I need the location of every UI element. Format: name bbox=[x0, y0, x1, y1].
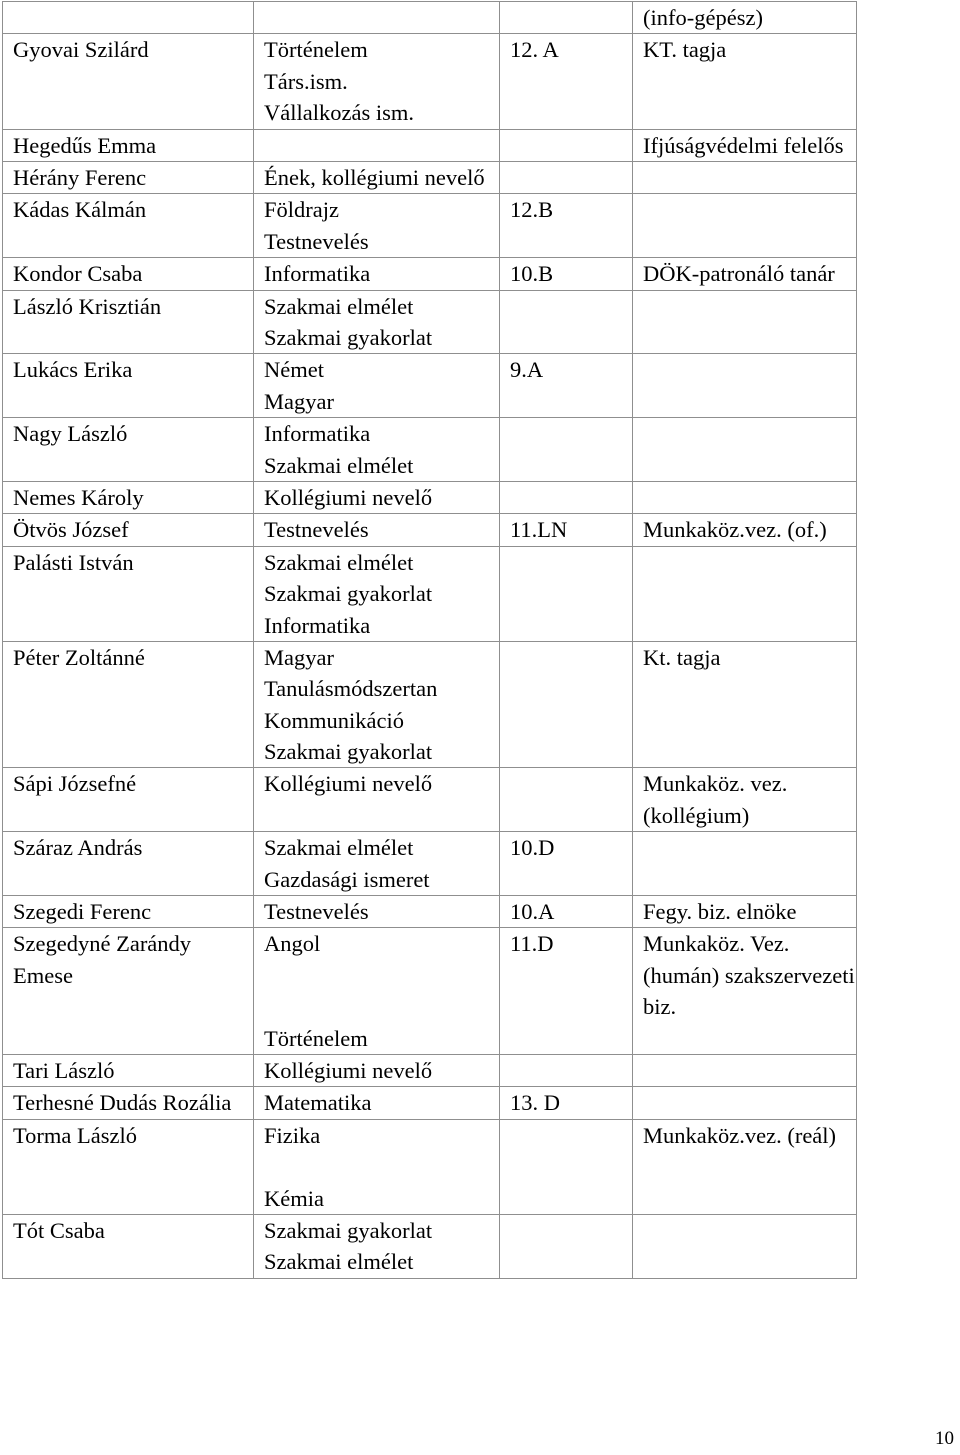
class-cell bbox=[500, 768, 633, 832]
class-cell bbox=[500, 2, 633, 34]
class-cell: 9.A bbox=[500, 354, 633, 418]
class-cell: 12.B bbox=[500, 194, 633, 258]
teacher-name: Sápi Józsefné bbox=[3, 768, 254, 832]
teacher-name: Nemes Károly bbox=[3, 481, 254, 513]
table-row bbox=[3, 514, 857, 546]
teacher-name: László Krisztián bbox=[3, 290, 254, 354]
teacher-subjects bbox=[254, 258, 500, 290]
teacher-name: Torma László bbox=[3, 1119, 254, 1214]
subject-line: Kémia bbox=[264, 1185, 324, 1211]
subject-line: Szakmai elmélet bbox=[264, 549, 414, 575]
table-row bbox=[3, 161, 857, 193]
class-cell: 10.B bbox=[500, 258, 633, 290]
teacher-subjects bbox=[254, 1119, 500, 1214]
subject-line: Szakmai gyakorlat bbox=[264, 1218, 433, 1244]
role-cell bbox=[633, 194, 857, 258]
role-cell bbox=[633, 832, 857, 896]
teacher-subjects bbox=[254, 2, 500, 34]
teacher-name: Száraz András bbox=[3, 832, 254, 896]
table-row bbox=[3, 258, 857, 290]
teacher-name: Hegedűs Emma bbox=[3, 129, 254, 161]
subject-line: Történelem bbox=[264, 37, 368, 63]
subject-line: Ének, kollégiumi nevelő bbox=[264, 164, 485, 190]
teacher-subjects bbox=[254, 546, 500, 641]
table-row bbox=[3, 2, 857, 34]
class-cell: 13. D bbox=[500, 1087, 633, 1119]
class-cell bbox=[500, 1215, 633, 1279]
subject-line bbox=[264, 991, 499, 1022]
role-cell bbox=[633, 1055, 857, 1087]
teacher-name bbox=[3, 2, 254, 34]
teacher-name: Gyovai Szilárd bbox=[3, 34, 254, 129]
role-cell bbox=[633, 290, 857, 354]
role-cell bbox=[633, 481, 857, 513]
table-row bbox=[3, 1215, 857, 1279]
teacher-name: Péter Zoltánné bbox=[3, 641, 254, 768]
subject-line bbox=[264, 130, 499, 161]
subject-line: Informatika bbox=[264, 261, 371, 287]
teacher-subjects bbox=[254, 34, 500, 129]
subject-line: Fizika bbox=[264, 1122, 321, 1148]
subject-line: Társ.ism. bbox=[264, 68, 348, 94]
class-cell: 11.D bbox=[500, 928, 633, 1055]
teacher-subjects bbox=[254, 161, 500, 193]
subject-line: Szakmai elmélet bbox=[264, 835, 414, 861]
teacher-name: Tari László bbox=[3, 1055, 254, 1087]
teacher-subjects bbox=[254, 1215, 500, 1279]
subject-line: Történelem bbox=[264, 1025, 368, 1051]
subject-line: Vállalkozás ism. bbox=[264, 100, 414, 126]
role-cell: Fegy. biz. elnöke bbox=[633, 896, 857, 928]
teacher-subjects bbox=[254, 194, 500, 258]
class-cell bbox=[500, 418, 633, 482]
teacher-subjects bbox=[254, 832, 500, 896]
class-cell bbox=[500, 129, 633, 161]
role-cell bbox=[633, 546, 857, 641]
table-row bbox=[3, 1119, 857, 1214]
class-cell bbox=[500, 481, 633, 513]
role-cell bbox=[633, 354, 857, 418]
subject-line: Gazdasági ismeret bbox=[264, 866, 430, 892]
teacher-subjects bbox=[254, 354, 500, 418]
subject-line: Testnevelés bbox=[264, 228, 369, 254]
subject-line: Tanulásmódszertan bbox=[264, 676, 438, 702]
subject-line: Angol bbox=[264, 931, 321, 957]
subject-line: Szakmai elmélet bbox=[264, 452, 414, 478]
teacher-name: Tót Csaba bbox=[3, 1215, 254, 1279]
class-cell: 11.LN bbox=[500, 514, 633, 546]
subject-line bbox=[264, 1151, 499, 1182]
subject-line: Német bbox=[264, 357, 324, 383]
staff-table-body bbox=[3, 2, 857, 1279]
subject-line: Szakmai elmélet bbox=[264, 293, 414, 319]
table-row bbox=[3, 768, 857, 832]
teacher-name: Lukács Erika bbox=[3, 354, 254, 418]
teacher-subjects bbox=[254, 928, 500, 1055]
subject-line bbox=[264, 960, 499, 991]
subject-line: Szakmai elmélet bbox=[264, 1249, 414, 1275]
class-cell: 12. A bbox=[500, 34, 633, 129]
table-row bbox=[3, 1087, 857, 1119]
staff-table bbox=[2, 1, 857, 1279]
class-cell bbox=[500, 290, 633, 354]
teacher-subjects bbox=[254, 1055, 500, 1087]
subject-line: Magyar bbox=[264, 644, 334, 670]
class-cell bbox=[500, 641, 633, 768]
teacher-name: Kádas Kálmán bbox=[3, 194, 254, 258]
subject-line: Informatika bbox=[264, 612, 371, 638]
teacher-subjects bbox=[254, 418, 500, 482]
teacher-subjects bbox=[254, 896, 500, 928]
teacher-name: Ötvös József bbox=[3, 514, 254, 546]
class-cell bbox=[500, 1055, 633, 1087]
teacher-name: Szegedi Ferenc bbox=[3, 896, 254, 928]
teacher-name: Nagy László bbox=[3, 418, 254, 482]
class-cell: 10.A bbox=[500, 896, 633, 928]
table-row bbox=[3, 832, 857, 896]
role-cell: Munkaköz. Vez. (humán) szakszervezeti biz. bbox=[633, 928, 857, 1055]
subject-line: Informatika bbox=[264, 421, 371, 447]
class-cell bbox=[500, 161, 633, 193]
teacher-subjects bbox=[254, 1087, 500, 1119]
teacher-name: Hérány Ferenc bbox=[3, 161, 254, 193]
subject-line: Magyar bbox=[264, 388, 334, 414]
role-cell bbox=[633, 161, 857, 193]
role-cell: KT. tagja bbox=[633, 34, 857, 129]
table-row bbox=[3, 129, 857, 161]
role-cell bbox=[633, 1087, 857, 1119]
table-row bbox=[3, 546, 857, 641]
teacher-subjects bbox=[254, 129, 500, 161]
class-cell: 10.D bbox=[500, 832, 633, 896]
role-cell bbox=[633, 418, 857, 482]
table-row bbox=[3, 418, 857, 482]
teacher-subjects bbox=[254, 514, 500, 546]
subject-line: Testnevelés bbox=[264, 899, 369, 925]
subject-line: Testnevelés bbox=[264, 517, 369, 543]
teacher-name: Szegedyné Zarándy Emese bbox=[3, 928, 254, 1055]
teacher-name: Terhesné Dudás Rozália bbox=[3, 1087, 254, 1119]
role-cell bbox=[633, 1215, 857, 1279]
subject-line bbox=[264, 2, 499, 33]
table-row bbox=[3, 1055, 857, 1087]
table-row bbox=[3, 928, 857, 1055]
role-cell: Kt. tagja bbox=[633, 641, 857, 768]
subject-line: Kollégiumi nevelő bbox=[264, 1058, 433, 1084]
teacher-subjects bbox=[254, 290, 500, 354]
teacher-subjects bbox=[254, 768, 500, 832]
subject-line: Kommunikáció bbox=[264, 707, 404, 733]
subject-line: Kollégiumi nevelő bbox=[264, 771, 433, 797]
class-cell bbox=[500, 1119, 633, 1214]
table-row bbox=[3, 194, 857, 258]
table-row bbox=[3, 354, 857, 418]
teacher-name: Kondor Csaba bbox=[3, 258, 254, 290]
subject-line: Szakmai gyakorlat bbox=[264, 739, 433, 765]
role-cell: Ifjúságvédelmi felelős bbox=[633, 129, 857, 161]
table-row bbox=[3, 290, 857, 354]
subject-line: Szakmai gyakorlat bbox=[264, 324, 433, 350]
page-number: 10 bbox=[935, 1428, 954, 1449]
teacher-name: Palásti István bbox=[3, 546, 254, 641]
role-cell: (info-gépész) bbox=[633, 2, 857, 34]
teacher-subjects bbox=[254, 481, 500, 513]
role-cell: Munkaköz.vez. (reál) bbox=[633, 1119, 857, 1214]
class-cell bbox=[500, 546, 633, 641]
teacher-subjects bbox=[254, 641, 500, 768]
subject-line: Kollégiumi nevelő bbox=[264, 484, 433, 510]
subject-line: Matematika bbox=[264, 1090, 372, 1116]
role-cell: DÖK-patronáló tanár bbox=[633, 258, 857, 290]
subject-line: Szakmai gyakorlat bbox=[264, 581, 433, 607]
role-cell: Munkaköz. vez. (kollégium) bbox=[633, 768, 857, 832]
table-row bbox=[3, 34, 857, 129]
subject-line: Földrajz bbox=[264, 197, 339, 223]
table-row bbox=[3, 896, 857, 928]
table-row bbox=[3, 641, 857, 768]
role-cell: Munkaköz.vez. (of.) bbox=[633, 514, 857, 546]
table-row bbox=[3, 481, 857, 513]
